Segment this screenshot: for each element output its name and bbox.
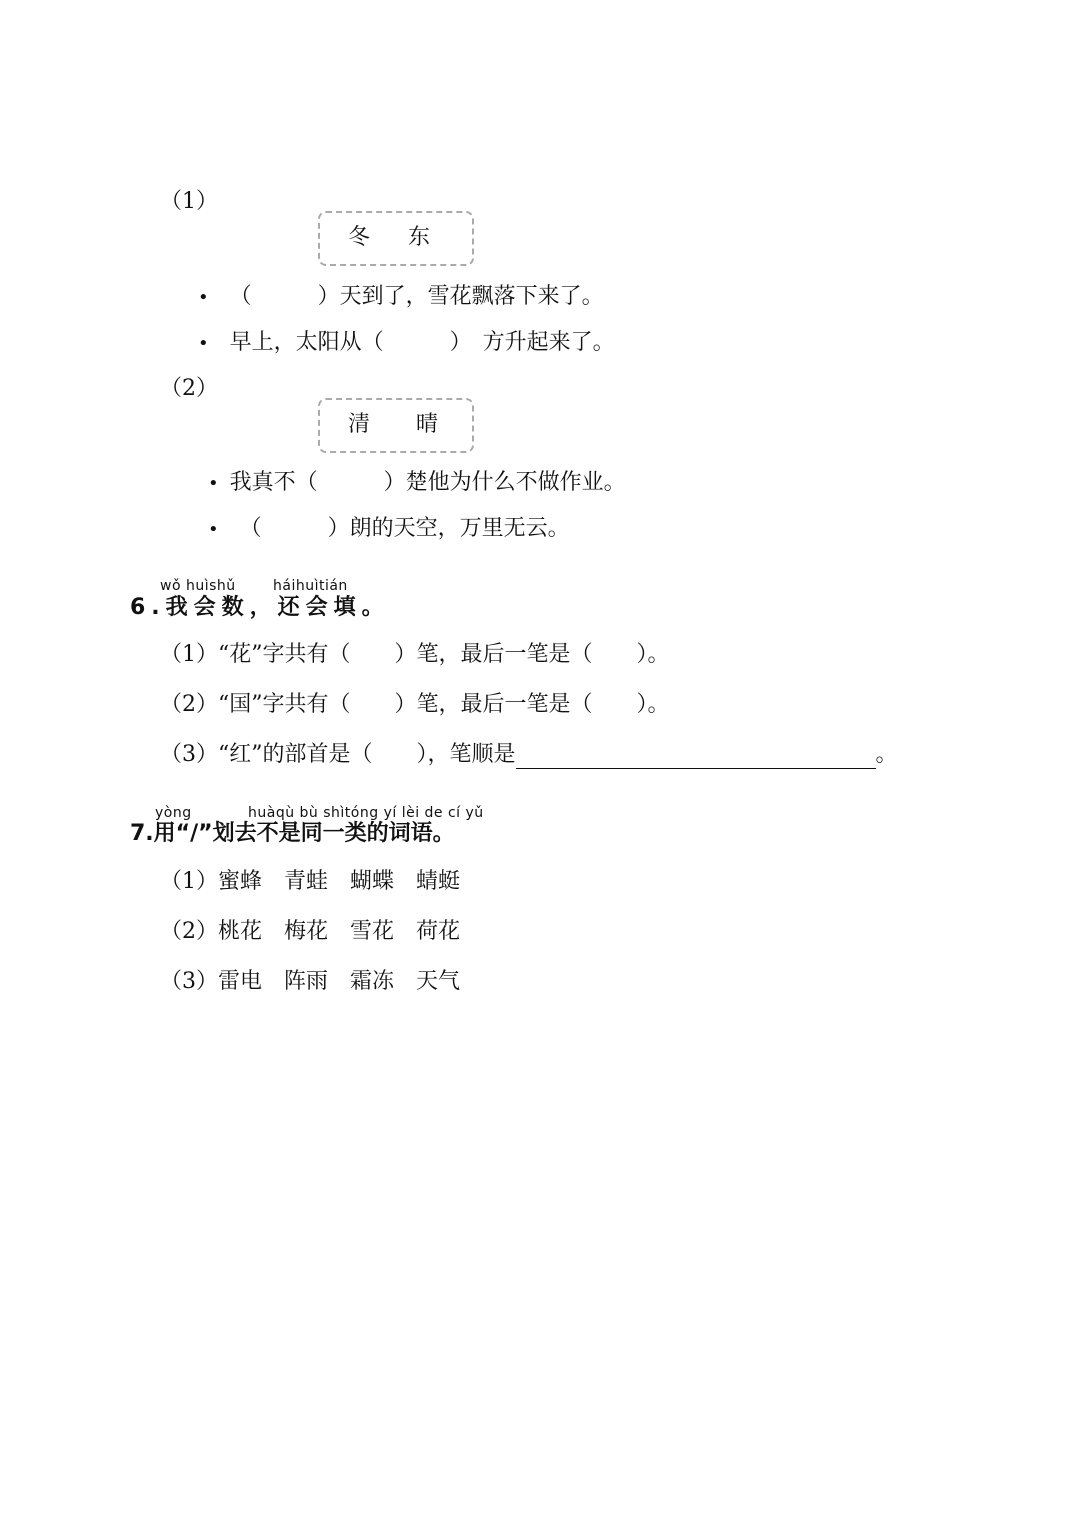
sentence: 我真不（ ）楚他为什么不做作业。 [229, 470, 626, 495]
box-char-1: 清 [348, 412, 371, 437]
q6-pinyin-a: wǒ huìshǔ [160, 578, 236, 594]
fill-line-4 [208, 515, 570, 544]
bullet: • [208, 473, 219, 494]
q6-pinyin-b: háihuìtián [273, 578, 348, 594]
box-char-1: 冬 [348, 225, 371, 250]
q7-item-3: （3）雷电 阵雨 霜冻 天气 [160, 969, 460, 994]
q6-item-1: （1）“花”字共有（ ）笔，最后一笔是（ ）。 [160, 642, 670, 667]
q6-item-3-prefix: （3）“红”的部首是（ ），笔顺是 [160, 742, 516, 767]
q7-title: 7.用“/”划去不是同一类的词语。 [130, 821, 455, 846]
sentence: 早上，太阳从（ ） 方升起来了。 [229, 330, 615, 355]
q6-item-3 [160, 741, 898, 769]
q7-item-1: （1）蜜蜂 青蛙 蝴蝶 蜻蜓 [160, 869, 460, 894]
bullet: • [198, 333, 209, 354]
word-choice-box-2 [318, 398, 474, 453]
bullet: • [198, 287, 209, 308]
q7-pinyin-a: yòng [155, 805, 192, 821]
q7-pinyin-b: huàqù bù shìtóng yí lèi de cí yǔ [248, 805, 484, 821]
box-char-2: 晴 [416, 412, 439, 437]
answer-blank-line [516, 744, 876, 769]
fill-line-3 [208, 469, 626, 498]
bullet: • [208, 519, 219, 540]
q6-item-2: （2）“国”字共有（ ）笔，最后一笔是（ ）。 [160, 692, 670, 717]
q6-title: 6.我会数，还会填。 [130, 595, 390, 620]
part1-label: （1） [160, 189, 218, 214]
box-char-2: 东 [408, 225, 431, 250]
q7-item-2: （2）桃花 梅花 雪花 荷花 [160, 919, 460, 944]
fill-line-1 [198, 283, 604, 312]
sentence: （ ）天到了，雪花飘落下来了。 [229, 284, 604, 309]
word-choice-box-1 [318, 211, 474, 266]
sentence: （ ）朗的天空，万里无云。 [239, 516, 570, 541]
part2-label: （2） [160, 376, 218, 401]
q6-item-3-suffix: 。 [875, 742, 898, 767]
fill-line-2 [198, 329, 615, 358]
